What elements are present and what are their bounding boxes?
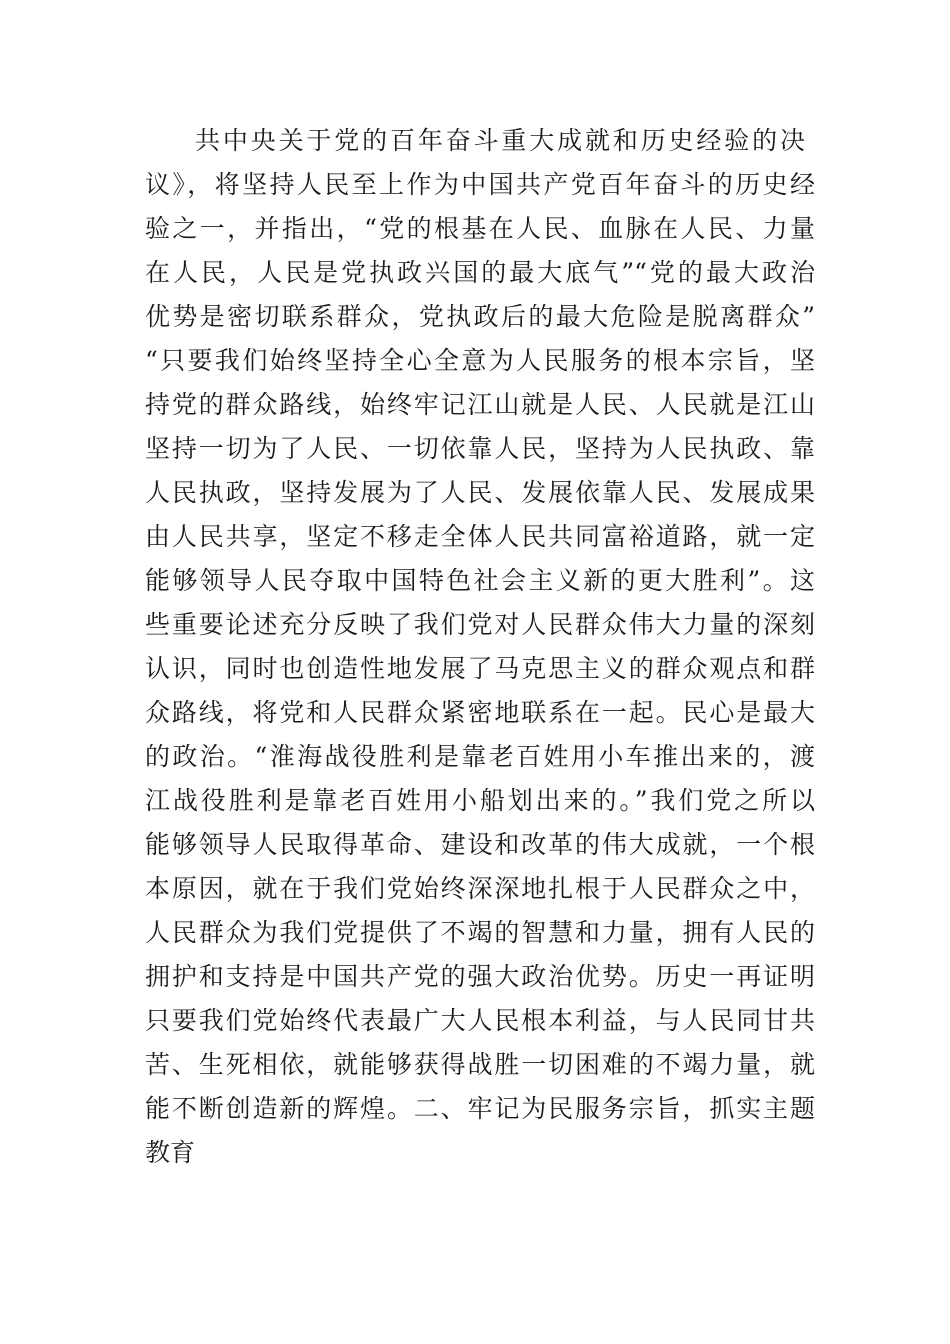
paragraph-line: 由人民共享，坚定不移走全体人民共同富裕道路，就一定 — [145, 522, 815, 551]
paragraph-line: 坚持一切为了人民、一切依靠人民，坚持为人民执政、靠 — [145, 434, 815, 463]
paragraph-line: 能够领导人民夺取中国特色社会主义新的更大胜利”。这 — [145, 566, 815, 595]
paragraph-line: 持党的群众路线，始终牢记江山就是人民、人民就是江山 — [145, 390, 815, 419]
paragraph-line: 苦、生死相依，就能够获得战胜一切困难的不竭力量，就 — [145, 1050, 815, 1079]
paragraph-line: 认识，同时也创造性地发展了马克思主义的群众观点和群 — [145, 654, 815, 683]
paragraph-line: 拥护和支持是中国共产党的强大政治优势。历史一再证明 — [145, 962, 815, 991]
paragraph-line: 江战役胜利是靠老百姓用小船划出来的。”我们党之所以 — [145, 786, 815, 815]
paragraph-line: 教育 — [145, 1138, 196, 1167]
paragraph-line: 共中央关于党的百年奋斗重大成就和历史经验的决 — [195, 126, 805, 155]
paragraph-line: 优势是密切联系群众，党执政后的最大危险是脱离群众” — [145, 302, 815, 331]
paragraph-line: “只要我们始终坚持全心全意为人民服务的根本宗旨，坚 — [145, 346, 815, 375]
paragraph-line: 只要我们党始终代表最广大人民根本利益，与人民同甘共 — [145, 1006, 815, 1035]
paragraph-line: 能够领导人民取得革命、建设和改革的伟大成就，一个根 — [145, 830, 815, 859]
paragraph-line: 本原因，就在于我们党始终深深地扎根于人民群众之中， — [145, 874, 815, 903]
paragraph-line: 验之一，并指出，“党的根基在人民、血脉在人民、力量 — [145, 214, 815, 243]
paragraph-line: 众路线，将党和人民群众紧密地联系在一起。民心是最大 — [145, 698, 815, 727]
paragraph-line: 能不断创造新的辉煌。二、牢记为民服务宗旨，抓实主题 — [145, 1094, 815, 1123]
paragraph-line: 在人民，人民是党执政兴国的最大底气”“党的最大政治 — [145, 258, 815, 287]
paragraph-line: 些重要论述充分反映了我们党对人民群众伟大力量的深刻 — [145, 610, 815, 639]
paragraph-line: 议》，将坚持人民至上作为中国共产党百年奋斗的历史经 — [145, 170, 815, 199]
paragraph-line: 人民群众为我们党提供了不竭的智慧和力量，拥有人民的 — [145, 918, 815, 947]
paragraph-line: 人民执政，坚持发展为了人民、发展依靠人民、发展成果 — [145, 478, 815, 507]
paragraph-line: 的政治。“淮海战役胜利是靠老百姓用小车推出来的，渡 — [145, 742, 815, 771]
